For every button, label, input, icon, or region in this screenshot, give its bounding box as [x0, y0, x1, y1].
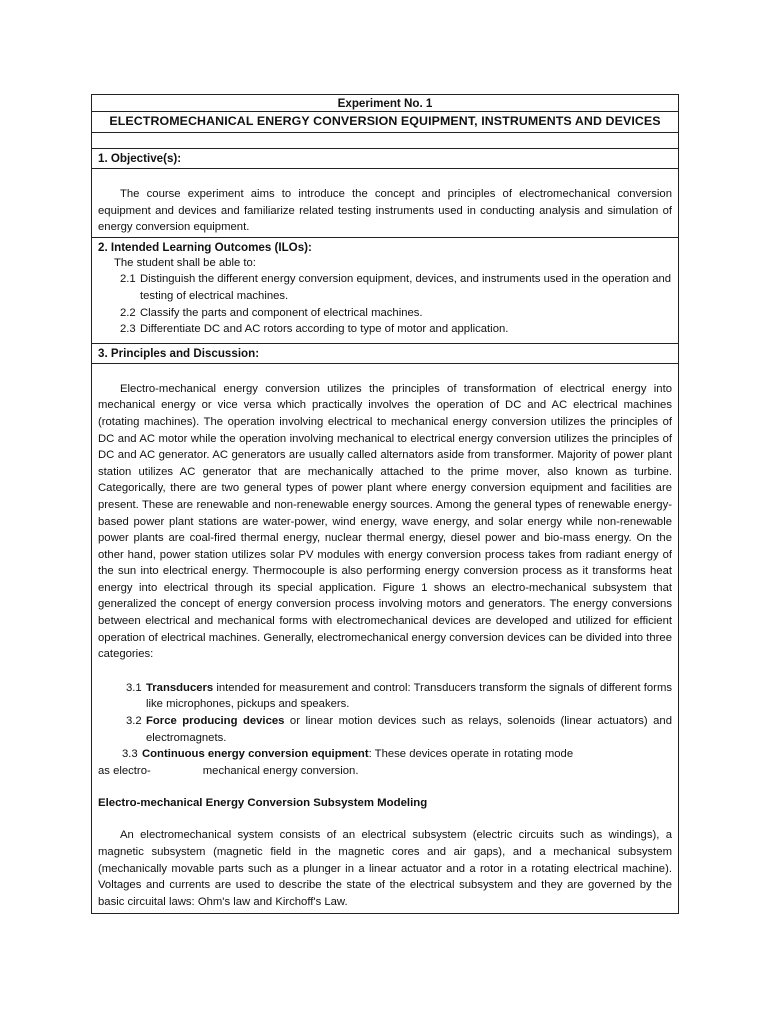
category-text: intended for measurement and control: Transducers transform the signals of different forms like microphones, pickups and speakers.	[146, 681, 672, 711]
ilos-section	[92, 238, 678, 344]
objective-section	[92, 169, 678, 238]
list-item	[92, 305, 678, 322]
category-number: 3.1	[126, 681, 142, 694]
ilos-intro: The student shall be able to:	[114, 256, 256, 269]
objective-text: The course experiment aims to introduce the concept and principles of electromechanical conversion equipment and devices and familiarize related testing instruments used in conducting analysis and simulation of energy conversion equipment.	[98, 188, 672, 234]
continuation-right: mechanical energy conversion.	[202, 764, 359, 777]
modeling-paragraph: An electromechanical system consists of an electrical subsystem (electric circuits such as windings), a magnetic subsystem (magnetic field in the magnetic cores and air gaps), and a mechanical subsystem (mechanically movable parts such as a plunger in a linear actuator and a rotor in a rotating electrical machine). Voltages and currents are used to describe the state of the electrical subsystem and they are governed by the basic circuital laws: Ohm's law and Kirchoff's Law.	[98, 829, 672, 908]
principles-section	[92, 364, 678, 914]
principles-heading: 3. Principles and Discussion:	[92, 344, 678, 364]
category-term: Transducers	[146, 681, 214, 694]
item-number: 2.3	[120, 323, 136, 336]
category-number: 3.2	[126, 715, 142, 728]
item-number: 2.2	[120, 306, 136, 319]
list-item	[92, 321, 678, 338]
ilos-list	[92, 271, 678, 337]
list-item	[92, 271, 678, 304]
category-term: Force producing devices	[146, 715, 285, 728]
objective-heading: 1. Objective(s):	[92, 149, 678, 169]
experiment-title: ELECTROMECHANICAL ENERGY CONVERSION EQUIPMENT, INSTRUMENTS AND DEVICES	[92, 112, 678, 133]
item-text: Distinguish the different energy conversion equipment, devices, and instruments used in the operation and testing of electrical machines.	[140, 273, 672, 302]
experiment-label: Experiment No. 1	[92, 95, 678, 112]
category-text: : These devices operate in rotating mode	[368, 748, 574, 761]
item-text: Differentiate DC and AC rotors according to type of motor and application.	[140, 323, 509, 336]
category-item	[98, 680, 672, 713]
category-continuation	[98, 763, 672, 780]
modeling-subheading: Electro-mechanical Energy Conversion Subsystem Modeling	[98, 797, 428, 810]
principles-paragraph: Electro-mechanical energy conversion utilizes the principles of transformation of electrical energy into mechanical energy or vice versa which practically involves the operation of DC and AC electrical machines (rotating machines). The operation involving electrical to mechanical energy conversion utilizes the principles of DC and AC motor while the operation involving mechanical to electrical energy conversion utilizes the principles of DC and AC generator. AC generators are usually called alternators aside from transformer. Majority of power plant station utilizes AC generator that are mechanically attached to the prime mover, also known as turbine. Categorically, there are two general types of power plant where energy conversion equipment and facilities are present. These are renewable and non-renewable energy sources. Among the general types of renewable energy-based power plant stations are water-power, wind energy, wave energy, and solar energy while non-renewable power plants are coal-fired thermal energy, nuclear thermal energy, diesel power and bio-mass energy. On the other hand, power station utilizes solar PV modules with energy conversion process takes from radiant energy of the sun into electrical energy. Thermocouple is also performing energy conversion process as it transforms heat energy into electrical through its special application. Figure 1 shows an electro-mechanical subsystem that generalized the concept of energy conversion process involving motors and generators. The energy conversions between electrical and mechanical forms with electromechanical devices are developed and utilized for efficient operation of electrical machines. Generally, electromechanical energy conversion devices can be divided into three categories:	[98, 382, 672, 661]
category-term: Continuous energy conversion equipment	[142, 748, 369, 761]
category-item	[98, 746, 672, 763]
experiment-sheet	[91, 94, 679, 914]
category-text: or linear motion devices such as relays, solenoids (linear actuators) and electromagnets.	[146, 715, 672, 744]
item-number: 2.1	[120, 273, 136, 286]
spacer-row	[92, 133, 678, 149]
category-item	[98, 713, 672, 746]
item-text: Classify the parts and component of electrical machines.	[140, 306, 423, 319]
continuation-left: as electro-	[98, 764, 151, 777]
category-number: 3.3	[122, 748, 138, 761]
ilos-heading: 2. Intended Learning Outcomes (ILOs):	[98, 240, 312, 254]
